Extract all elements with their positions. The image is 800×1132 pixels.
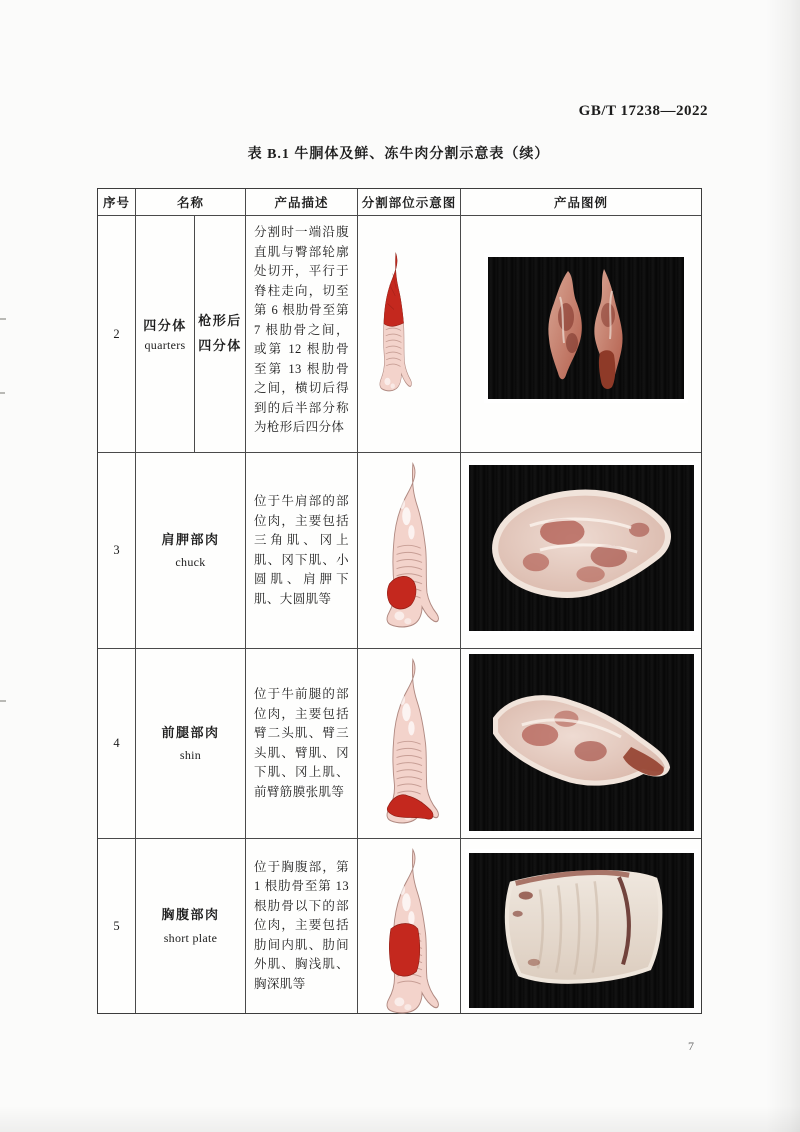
row-name-cell (136, 216, 246, 453)
row-no: 2 (98, 216, 136, 453)
scan-artifact (0, 318, 6, 320)
product-photo-shin (469, 654, 694, 831)
description-text: 位于牛前腿的部位肉，主要包括臂二头肌、臂三头肌、臂肌、冈下肌、冈上肌、前臂筋膜张肌等 (254, 687, 349, 799)
quarters-photo-art (488, 257, 684, 399)
col-header-description: 产品描述 (246, 189, 358, 216)
name-cn: 胸腹部肉 (161, 907, 220, 923)
scan-edge-shade (0, 1106, 800, 1132)
row-diagram-cell (358, 649, 461, 839)
description-text: 分割时一端沿腹直肌与臀部轮廓处切开，平行于脊柱走向，切至第 6 根肋骨至第 7 根肋骨之间，或第 12 根肋骨至第 13 根肋骨之间，横切后得到的后半部分称为枪形后四分体 (254, 225, 349, 434)
name-pistol-hindquarter (194, 216, 245, 452)
scan-edge-shade (766, 0, 800, 1132)
name-cn: 四分体 (143, 318, 187, 333)
row-description-cell (246, 453, 358, 649)
col-header-diagram: 分割部位示意图 (358, 189, 461, 216)
description-text: 位于胸腹部，第 1 根肋骨至第 13 根肋骨以下的部位肉，主要包括肋间内肌、肋间外肌、胸浅肌、胸深肌等 (254, 859, 349, 991)
name-en: short plate (163, 930, 218, 945)
row-name-cell (136, 453, 246, 649)
col-header-no: 序号 (98, 189, 136, 216)
name-cn: 肩胛部肉 (161, 531, 220, 547)
product-photo-short-plate (469, 853, 694, 1008)
row-no: 4 (98, 649, 136, 839)
name-sub-line: 四分体 (198, 338, 242, 353)
name-en: chuck (175, 555, 206, 570)
col-header-name: 名称 (136, 189, 246, 216)
row-photo-cell (461, 216, 701, 453)
row-description-cell (246, 839, 358, 1013)
carcass-diagram-hindquarter (370, 251, 418, 401)
scan-artifact (0, 392, 5, 394)
doc-number: GB/T 17238—2022 (578, 103, 708, 119)
carcass-diagram-chuck (371, 461, 449, 639)
shin-photo-art (469, 654, 694, 831)
description-text: 位于牛肩部的部位肉，主要包括三角肌、冈上肌、冈下肌、小圆肌、肩胛下肌、大圆肌等 (254, 494, 349, 606)
product-photo-quarters (488, 257, 684, 399)
row-diagram-cell (358, 453, 461, 649)
carcass-diagram-short-plate (371, 847, 449, 1025)
row-diagram-cell (358, 839, 461, 1013)
row-description-cell (246, 649, 358, 839)
product-photo-chuck (469, 465, 694, 631)
row-no: 3 (98, 453, 136, 649)
table-title: 表 B.1 牛胴体及鲜、冻牛肉分割示意表（续） (247, 147, 550, 162)
short-plate-photo-art (469, 853, 694, 1008)
name-cn: 前腿部肉 (161, 724, 220, 740)
row-diagram-cell (358, 216, 461, 453)
carcass-diagram-shin (371, 657, 449, 835)
name-en: shin (179, 748, 202, 763)
row-name-cell (136, 839, 246, 1013)
page-number: 7 (688, 1039, 694, 1053)
row-photo-cell (461, 839, 701, 1013)
name-quarters (136, 216, 194, 452)
name-en: quarters (144, 338, 186, 352)
row-photo-cell (461, 649, 701, 839)
col-header-photo: 产品图例 (461, 189, 701, 216)
row-description-cell (246, 216, 358, 453)
row-photo-cell (461, 453, 701, 649)
scan-artifact (0, 700, 6, 702)
name-sub-line: 枪形后 (198, 313, 242, 329)
row-name-cell (136, 649, 246, 839)
cut-table (97, 188, 702, 1014)
chuck-photo-art (469, 465, 694, 631)
row-no: 5 (98, 839, 136, 1013)
